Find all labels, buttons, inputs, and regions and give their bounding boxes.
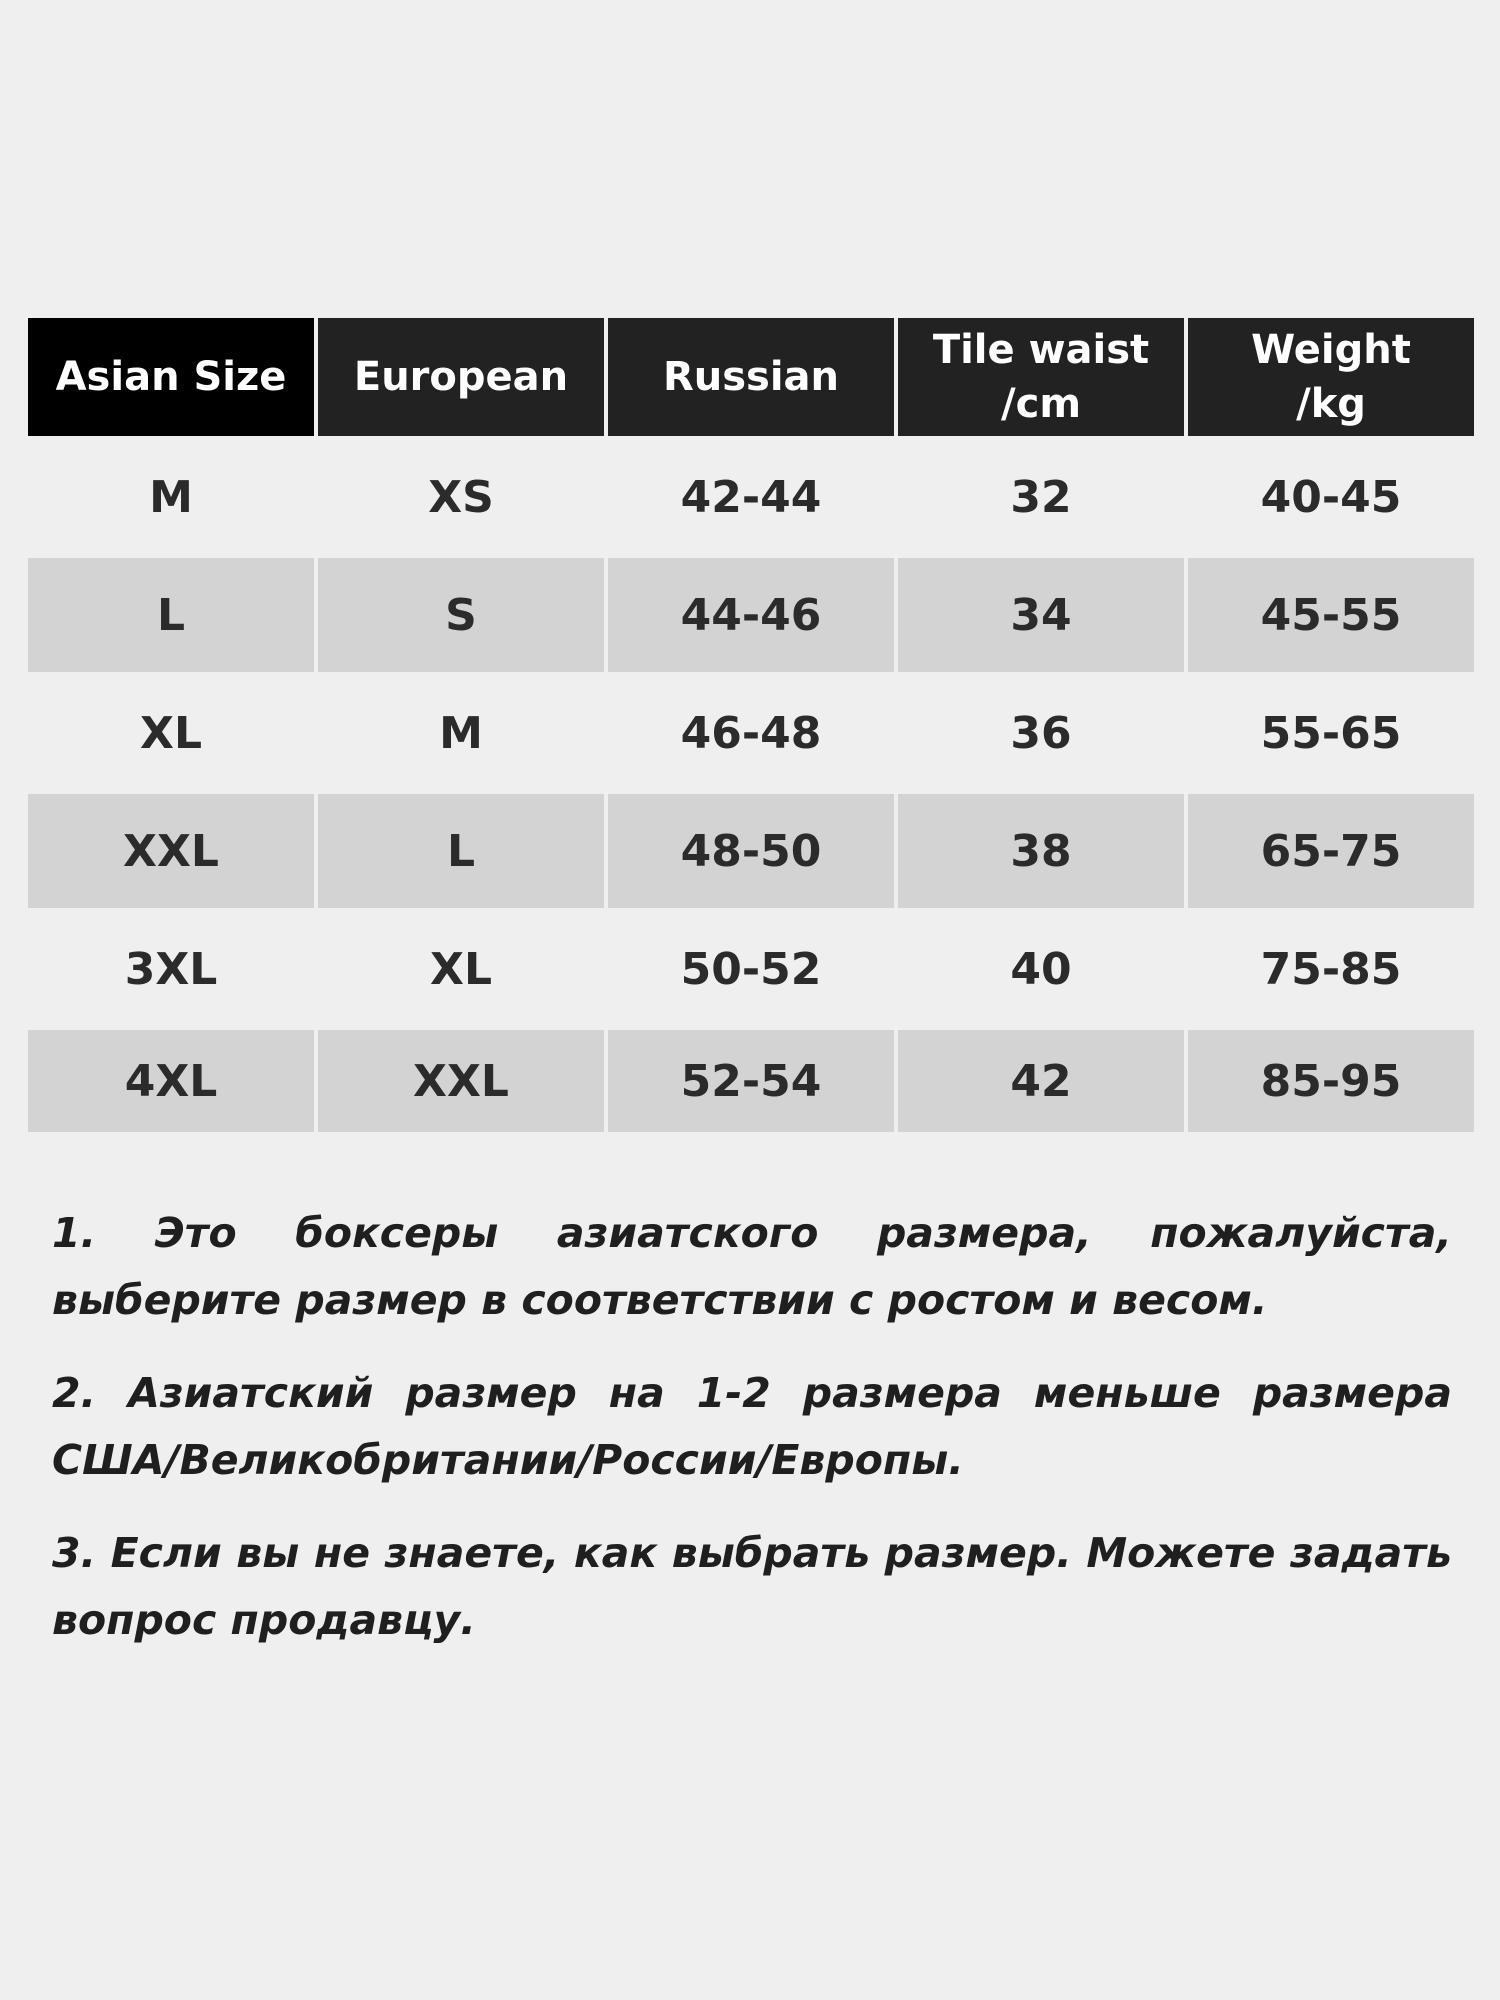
cell-weight: 85-95 [1188, 1030, 1474, 1132]
table-row [28, 436, 1474, 558]
cell-tile-waist: 40 [898, 908, 1184, 1030]
cell-russian: 50-52 [608, 908, 894, 1030]
cell-asian-size: L [28, 558, 314, 672]
note-paragraph: 2. Азиатский размер на 1-2 размера меньше размера США/Великобритании/России/Европы. [52, 1369, 1452, 1484]
cell-european: M [318, 672, 604, 794]
table-header-row [28, 318, 1474, 436]
table-row [28, 558, 1474, 672]
cell-european: S [318, 558, 604, 672]
cell-european: XL [318, 908, 604, 1030]
cell-european: XS [318, 436, 604, 558]
cell-european: L [318, 794, 604, 908]
header-weight: Weight /kg [1188, 318, 1474, 436]
note-paragraph: 1. Это боксеры азиатского размера, пожалуйста, выберите размер в соответствии с ростом и весом. [52, 1209, 1452, 1324]
size-chart-table [24, 318, 1478, 1132]
table-row [28, 672, 1474, 794]
cell-russian: 46-48 [608, 672, 894, 794]
size-notes [52, 1200, 1452, 1680]
cell-asian-size: 4XL [28, 1030, 314, 1132]
cell-tile-waist: 42 [898, 1030, 1184, 1132]
header-european: European [318, 318, 604, 436]
cell-weight: 40-45 [1188, 436, 1474, 558]
cell-weight: 75-85 [1188, 908, 1474, 1030]
note-paragraph: 3. Если вы не знаете, как выбрать размер. Можете задать вопрос продавцу. [52, 1529, 1452, 1644]
cell-russian: 42-44 [608, 436, 894, 558]
cell-tile-waist: 38 [898, 794, 1184, 908]
cell-weight: 45-55 [1188, 558, 1474, 672]
cell-weight: 55-65 [1188, 672, 1474, 794]
header-russian: Russian [608, 318, 894, 436]
table-row [28, 794, 1474, 908]
header-tile-waist: Tile waist /cm [898, 318, 1184, 436]
table-row [28, 908, 1474, 1030]
cell-weight: 65-75 [1188, 794, 1474, 908]
cell-asian-size: XXL [28, 794, 314, 908]
cell-russian: 48-50 [608, 794, 894, 908]
cell-european: XXL [318, 1030, 604, 1132]
cell-asian-size: XL [28, 672, 314, 794]
cell-asian-size: 3XL [28, 908, 314, 1030]
cell-tile-waist: 36 [898, 672, 1184, 794]
table-row [28, 1030, 1474, 1132]
cell-russian: 52-54 [608, 1030, 894, 1132]
cell-tile-waist: 34 [898, 558, 1184, 672]
cell-asian-size: M [28, 436, 314, 558]
header-asian-size: Asian Size [28, 318, 314, 436]
cell-tile-waist: 32 [898, 436, 1184, 558]
cell-russian: 44-46 [608, 558, 894, 672]
